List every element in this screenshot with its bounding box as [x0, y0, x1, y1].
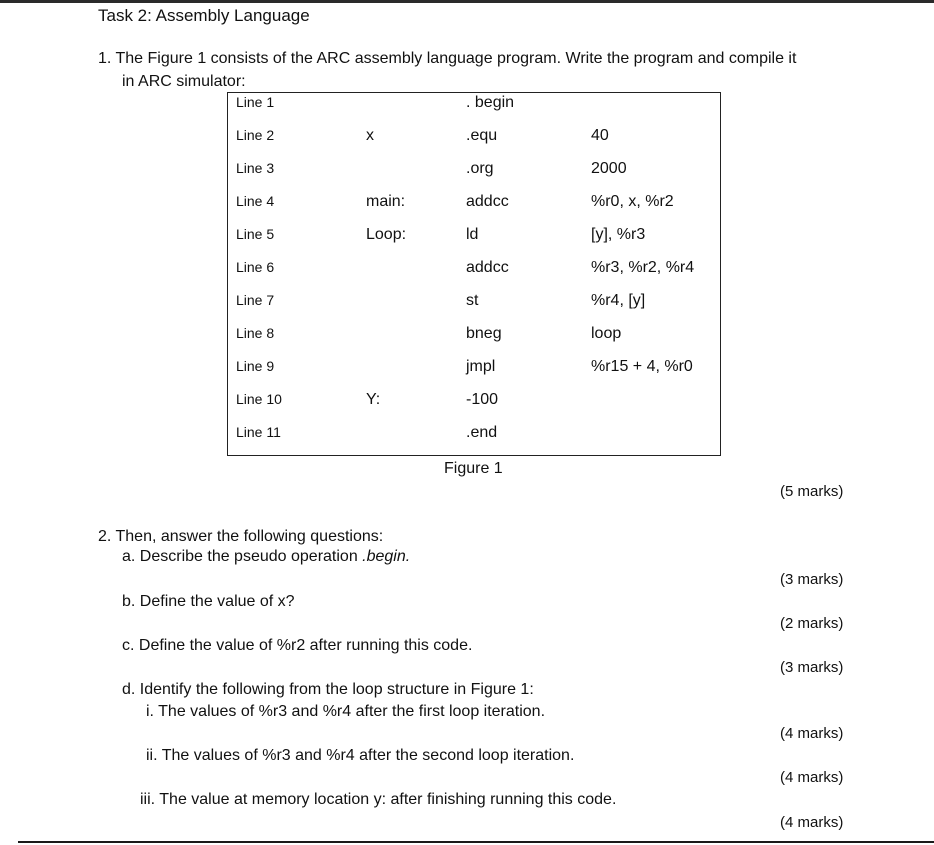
code-line-number: Line 8 [236, 325, 275, 341]
code-operation: .end [466, 424, 498, 441]
code-row [228, 325, 720, 358]
code-operands: %r4, [y] [591, 292, 646, 309]
code-operation: addcc [466, 193, 509, 210]
code-row [228, 160, 720, 193]
code-listing-table [227, 92, 721, 456]
question-2b: b. Define the value of x? [122, 593, 295, 610]
question-2a-emphasis: .begin. [362, 548, 411, 565]
code-row [228, 358, 720, 391]
code-row [228, 259, 720, 292]
q1-marks: (5 marks) [780, 483, 844, 500]
code-operands: 40 [591, 127, 609, 144]
question-2d-i: i. The values of %r3 and %r4 after the first loop iteration. [146, 703, 546, 720]
code-line-number: Line 4 [236, 193, 275, 209]
q2d-ii-marks: (4 marks) [780, 769, 844, 786]
q2d-iii-marks: (4 marks) [780, 814, 844, 831]
code-line-number: Line 2 [236, 127, 275, 143]
code-operation: jmpl [466, 358, 496, 375]
code-line-number: Line 1 [236, 94, 275, 110]
question-2d-iii: iii. The value at memory location y: after finishing running this code. [140, 791, 617, 808]
code-row [228, 391, 720, 424]
code-label: Loop: [366, 226, 407, 243]
task-title: Task 2: Assembly Language [98, 6, 310, 25]
code-line-number: Line 10 [236, 391, 282, 407]
question-1-text-cont: in ARC simulator: [122, 73, 246, 90]
code-row [228, 424, 720, 457]
question-2a-text: a. Describe the pseudo operation [122, 548, 363, 565]
code-line-number: Line 9 [236, 358, 275, 374]
code-operation: -100 [466, 391, 499, 408]
code-line-number: Line 7 [236, 292, 275, 308]
code-row [228, 292, 720, 325]
code-label: main: [366, 193, 406, 210]
question-2d-ii: ii. The values of %r3 and %r4 after the second loop iteration. [146, 747, 575, 764]
code-operands: %r15 + 4, %r0 [591, 358, 693, 375]
code-operation: . begin [466, 94, 515, 111]
code-line-number: Line 5 [236, 226, 275, 242]
question-2d: d. Identify the following from the loop structure in Figure 1: [122, 681, 534, 698]
code-operation: .org [466, 160, 494, 177]
code-row [228, 193, 720, 226]
code-row [228, 226, 720, 259]
code-operands: %r0, x, %r2 [591, 193, 674, 210]
code-operation: bneg [466, 325, 502, 342]
q2d-i-marks: (4 marks) [780, 725, 844, 742]
code-operands: 2000 [591, 160, 627, 177]
code-line-number: Line 6 [236, 259, 275, 275]
code-operands: loop [591, 325, 622, 342]
code-label: x [366, 127, 374, 144]
q2c-marks: (3 marks) [780, 659, 844, 676]
code-operation: st [466, 292, 479, 309]
code-row [228, 127, 720, 160]
code-line-number: Line 3 [236, 160, 275, 176]
figure-caption: Figure 1 [444, 460, 503, 477]
code-operation: addcc [466, 259, 509, 276]
q2b-marks: (2 marks) [780, 615, 844, 632]
code-operands: [y], %r3 [591, 226, 646, 243]
question-2-intro: 2. Then, answer the following questions: [98, 528, 384, 545]
code-line-number: Line 11 [236, 424, 281, 440]
question-1-text: 1. The Figure 1 consists of the ARC assembly language program. Write the program and compile it [98, 50, 797, 67]
code-operation: .equ [466, 127, 498, 144]
q2a-marks: (3 marks) [780, 571, 844, 588]
code-row [228, 94, 720, 127]
code-label: Y: [366, 391, 381, 408]
question-2a [122, 548, 410, 566]
code-operation: ld [466, 226, 479, 243]
code-operands: %r3, %r2, %r4 [591, 259, 695, 276]
bottom-border [18, 841, 934, 843]
question-2c: c. Define the value of %r2 after running this code. [122, 637, 473, 654]
top-border [0, 0, 934, 3]
